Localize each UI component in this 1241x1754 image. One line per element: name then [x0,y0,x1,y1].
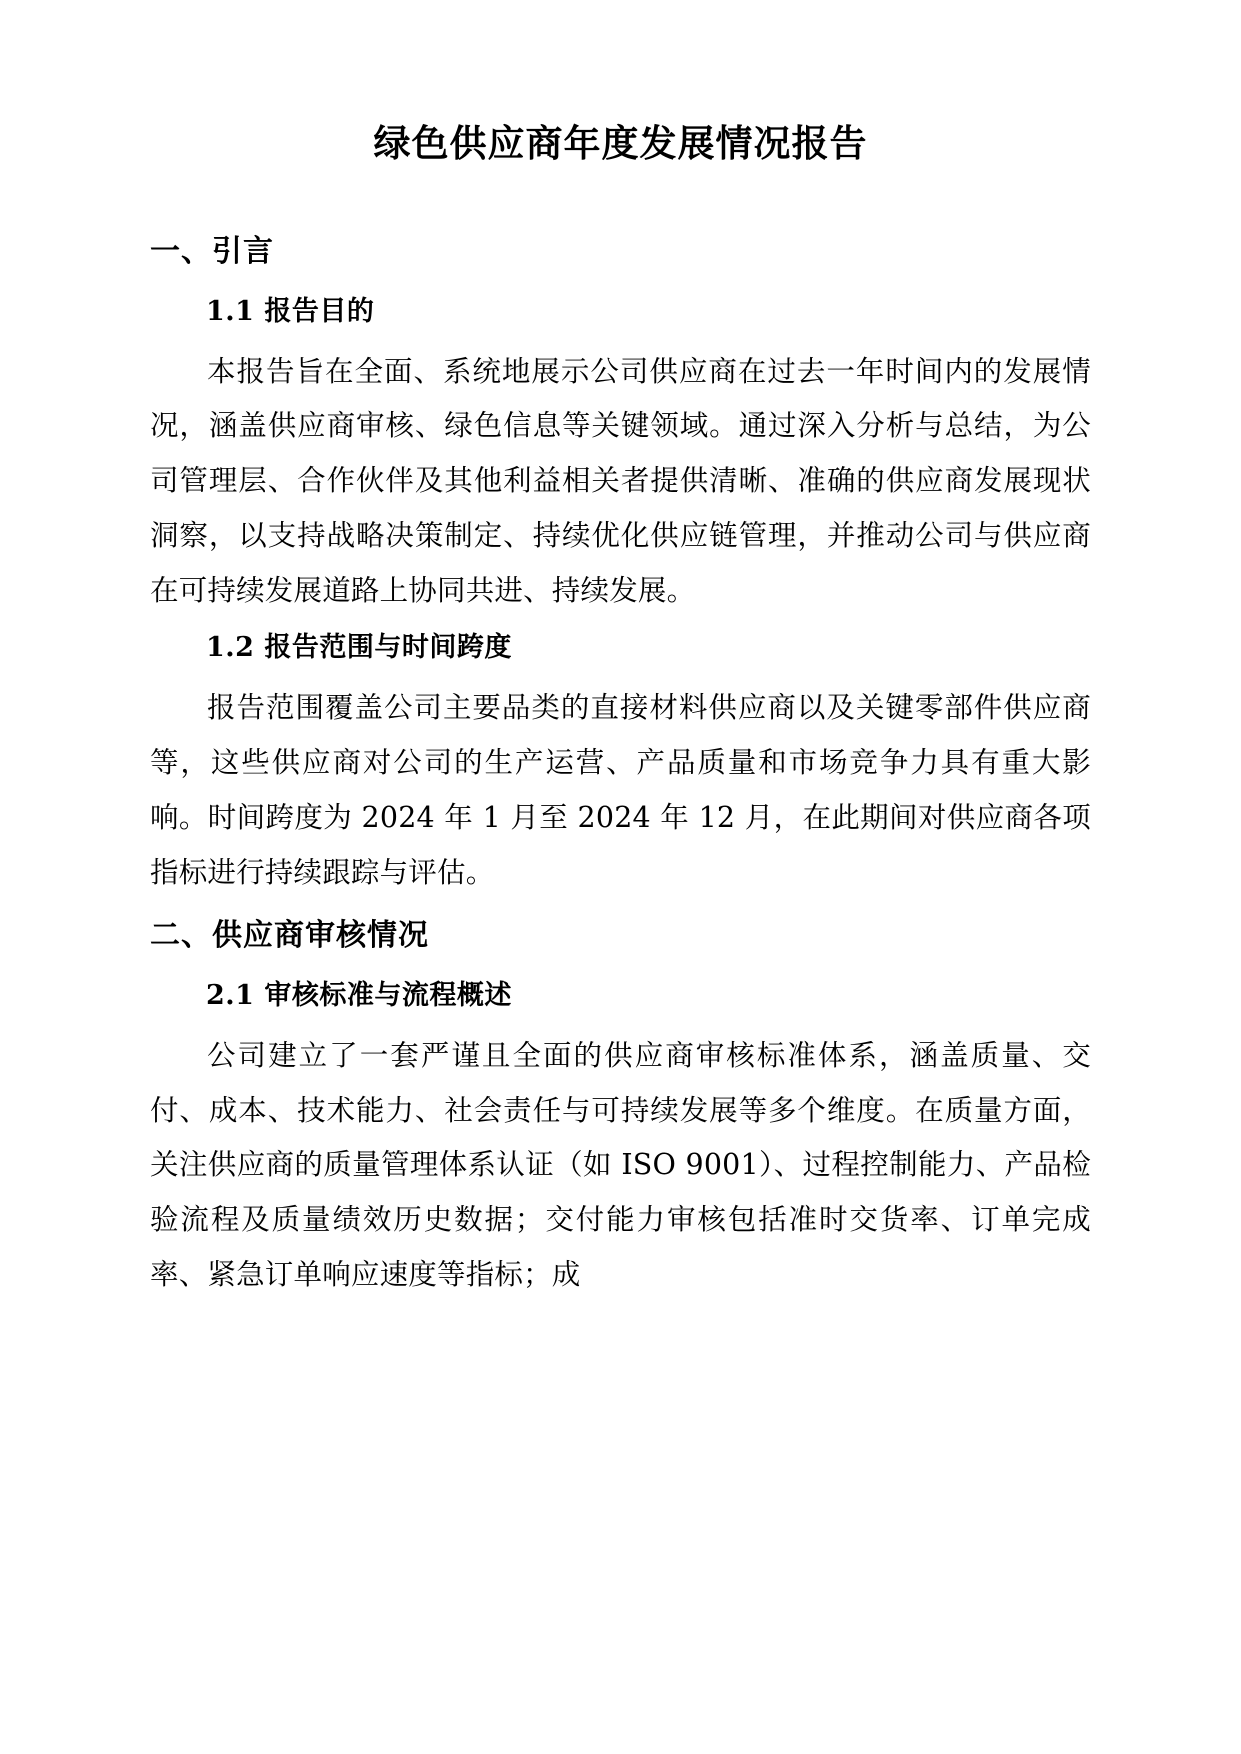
paragraph-2-1-1: 公司建立了一套严谨且全面的供应商审核标准体系，涵盖质量、交付、成本、技术能力、社会责任与可持续发展等多个维度。在质量方面，关注供应商的质量管理体系认证（如 ISO 9001）、过程控制能力、产品检验流程及质量绩效历史数据；交付能力审核包括准时交货率、订单完成率、紧急订单响应速度等指标；成 [150,1038,1091,1291]
section-heading-1: 一、引言 [150,234,274,270]
subsection-heading-2-1: 2.1 审核标准与流程概述 [206,979,512,1011]
paragraph-1-2-1: 报告范围覆盖公司主要品类的直接材料供应商以及关键零部件供应商等，这些供应商对公司的生产运营、产品质量和市场竞争力具有重大影响。时间跨度为 2024 年 1 月至 2024 年 12 月，在此期间对供应商各项指标进行持续跟踪与评估。 [150,691,1091,889]
subsection-heading-1-1: 1.1 报告目的 [206,295,375,327]
subsection-heading-1-2: 1.2 报告范围与时间跨度 [206,632,512,664]
section-introduction [150,230,1091,900]
section-supplier-audit [150,914,1091,1302]
section-heading-2: 二、供应商审核情况 [150,918,429,954]
paragraph-1-1-1: 本报告旨在全面、系统地展示公司供应商在过去一年时间内的发展情况，涵盖供应商审核、绿色信息等关键领域。通过深入分析与总结，为公司管理层、合作伙伴及其他利益相关者提供清晰、准确的供应商发展现状洞察，以支持战略决策制定、持续优化供应链管理，并推动公司与供应商在可持续发展道路上协同共进、持续发展。 [150,354,1091,607]
page-title: 绿色供应商年度发展情况报告 [373,122,868,165]
